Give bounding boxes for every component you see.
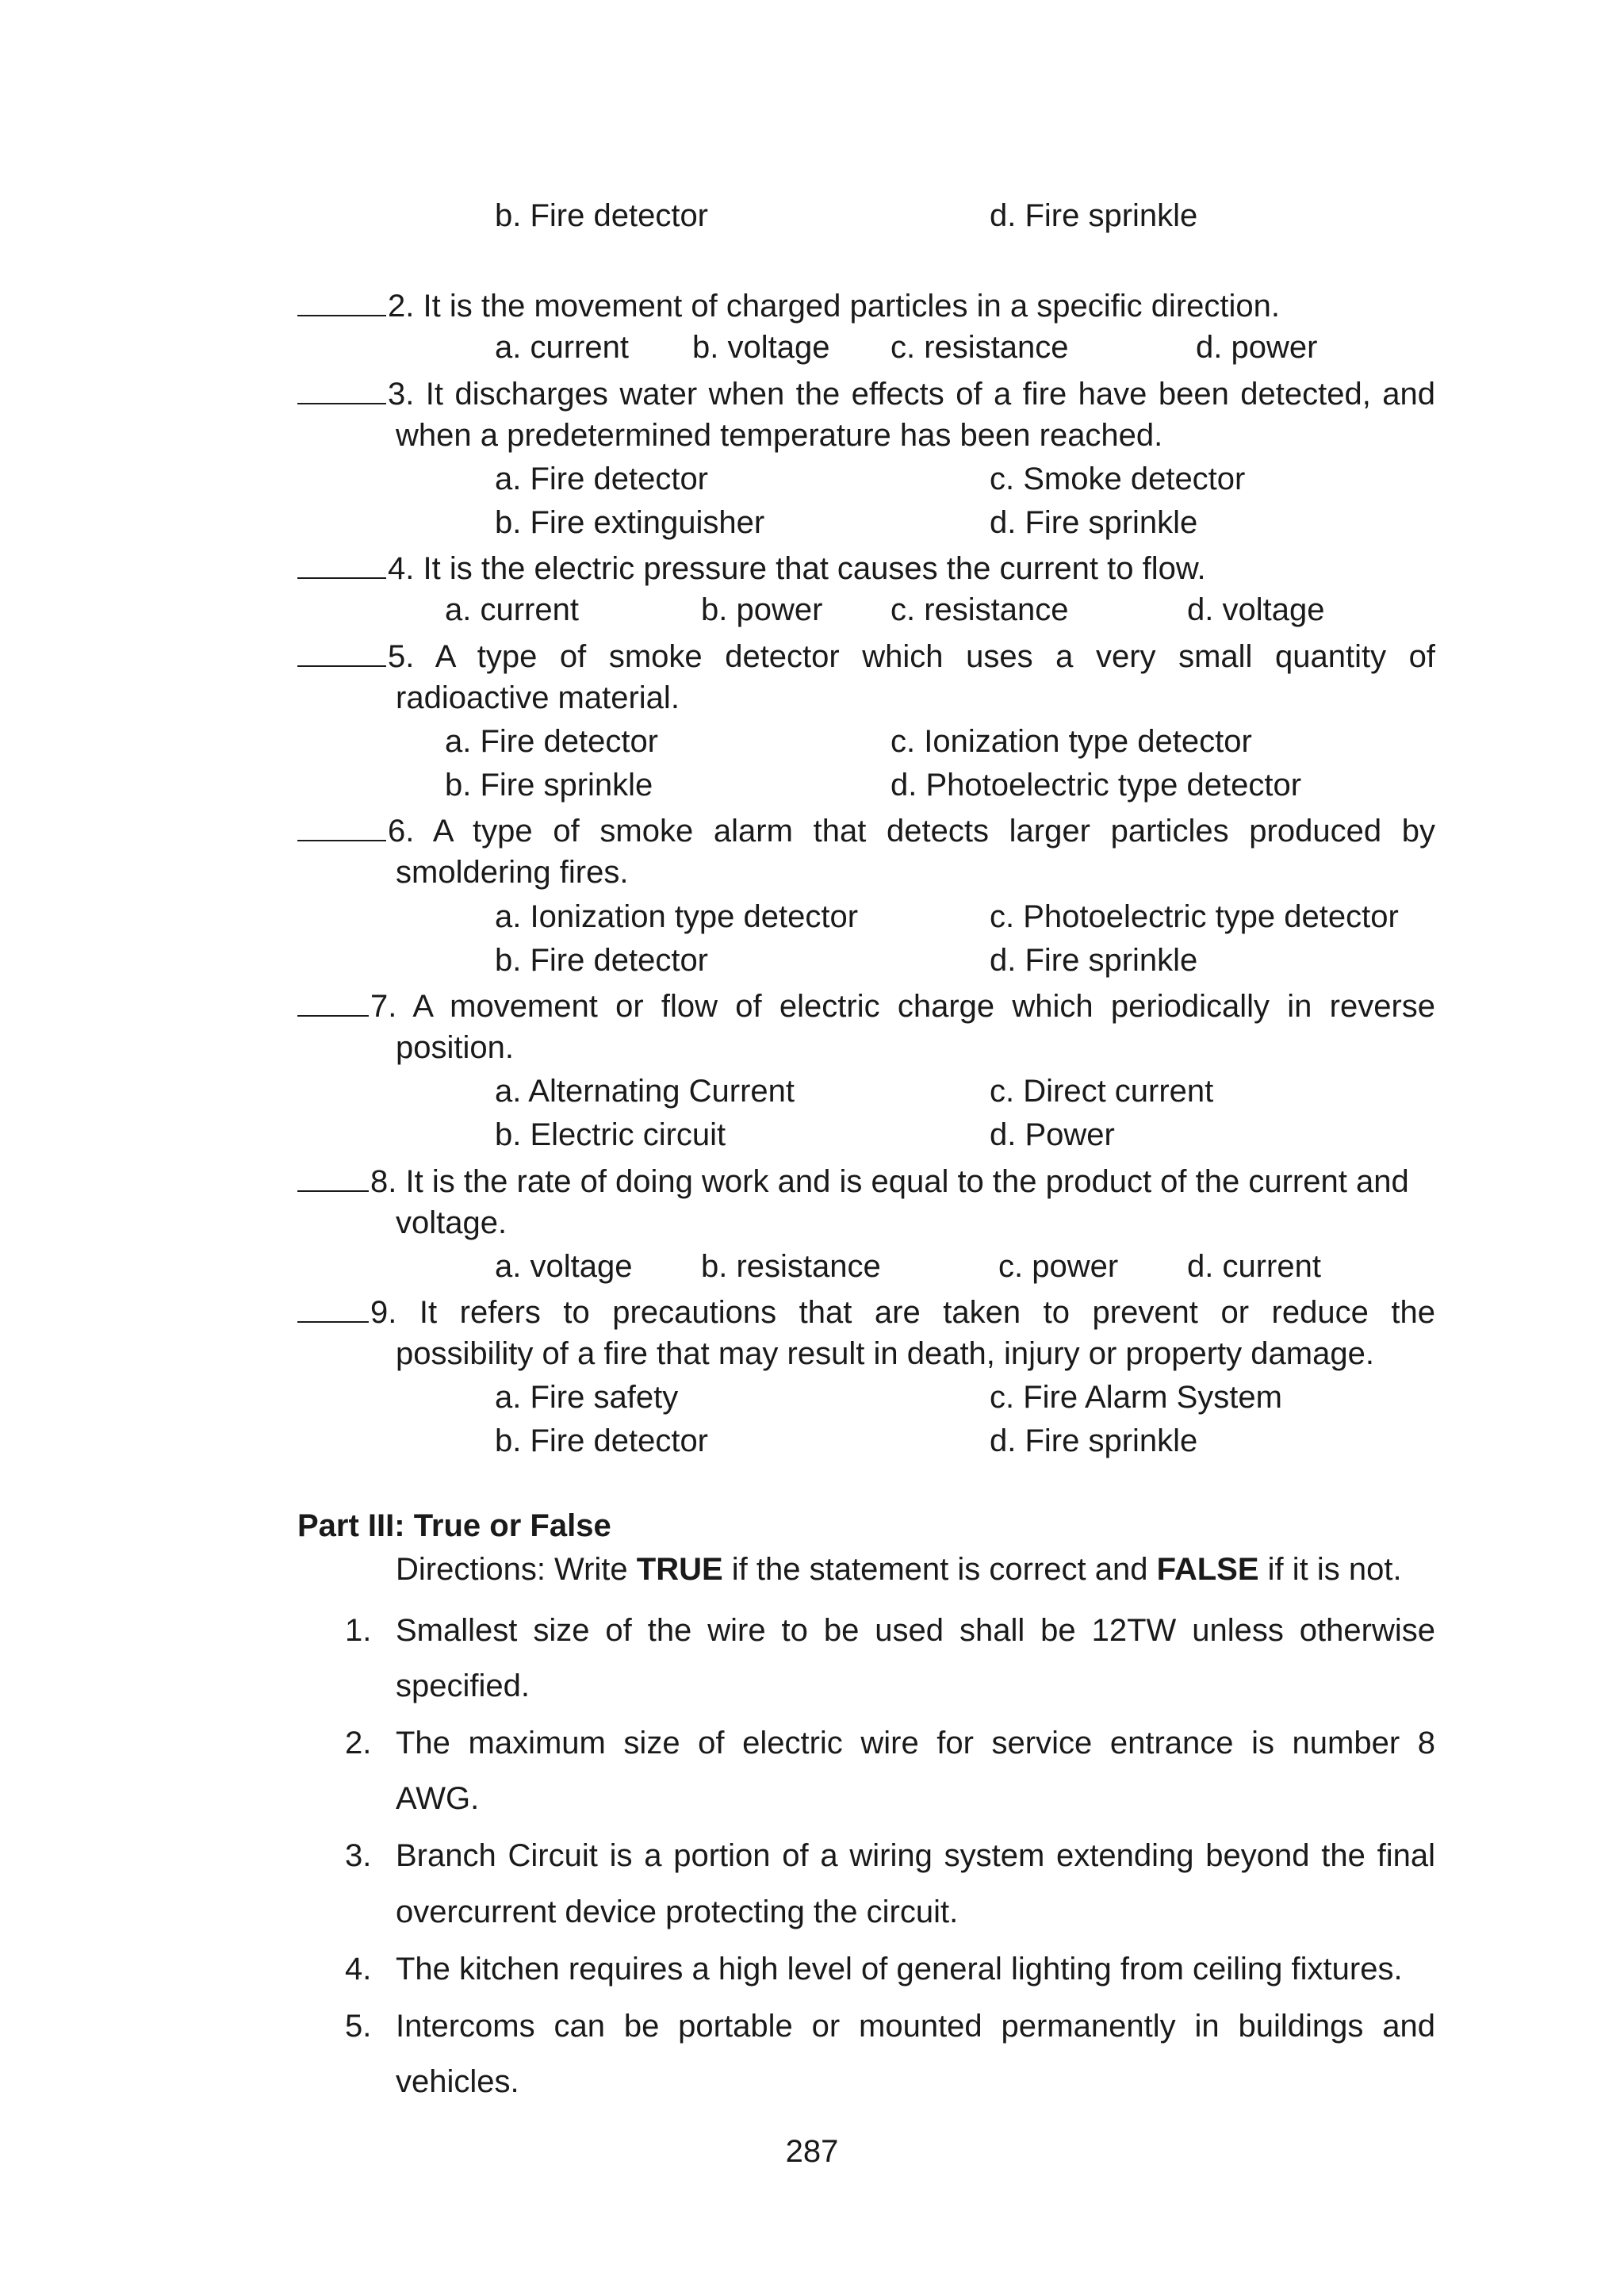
q6-option-a: a. Ionization type detector: [495, 899, 859, 934]
answer-blank[interactable]: [297, 288, 386, 316]
q2-option-b: b. voltage: [692, 330, 830, 365]
question-9-line2: possibility of a fire that may result in death, injury or property damage.: [396, 1336, 1374, 1371]
q3-option-b: b. Fire extinguisher: [495, 505, 765, 540]
q7-option-b: b. Electric circuit: [495, 1117, 726, 1152]
q7-option-a: a. Alternating Current: [495, 1074, 795, 1109]
q1-option-d: d. Fire sprinkle: [990, 198, 1198, 233]
directions: Directions: Write TRUE if the statement is correct and FALSE if it is not.: [396, 1552, 1402, 1587]
tf-item-5-line2: vehicles.: [396, 2064, 519, 2099]
question-5-line2: radioactive material.: [396, 680, 680, 715]
q4-option-a: a. current: [445, 592, 579, 627]
question-4: 4. It is the electric pressure that causes the current to flow.: [297, 550, 1435, 584]
answer-blank[interactable]: [297, 550, 386, 579]
tf-item-3-number: 3.: [345, 1838, 372, 1873]
answer-blank[interactable]: [297, 988, 369, 1017]
answer-blank[interactable]: [297, 1163, 369, 1192]
question-8-line2: voltage.: [396, 1205, 508, 1240]
tf-item-2-line2: AWG.: [396, 1781, 480, 1816]
q4-option-c: c. resistance: [891, 592, 1069, 627]
tf-item-4-number: 4.: [345, 1952, 372, 1987]
tf-item-2-number: 2.: [345, 1726, 372, 1761]
q5-option-a: a. Fire detector: [445, 724, 659, 759]
answer-blank[interactable]: [297, 376, 386, 404]
q2-option-c: c. resistance: [891, 330, 1069, 365]
q8-option-b: b. resistance: [701, 1249, 881, 1284]
q3-option-a: a. Fire detector: [495, 462, 709, 496]
question-7: 7. A movement or flow of electric charge which periodically in reverse: [297, 988, 1435, 1022]
q4-option-d: d. voltage: [1187, 592, 1325, 627]
tf-item-1-line2: specified.: [396, 1669, 530, 1703]
q5-option-c: c. Ionization type detector: [891, 724, 1252, 759]
question-8: 8. It is the rate of doing work and is equal to the product of the current and: [297, 1163, 1435, 1197]
q6-option-c: c. Photoelectric type detector: [990, 899, 1399, 934]
q8-option-c: c. power: [998, 1249, 1119, 1284]
q7-option-d: d. Power: [990, 1117, 1115, 1152]
q5-option-d: d. Photoelectric type detector: [891, 768, 1302, 803]
q8-option-a: a. voltage: [495, 1249, 633, 1284]
q2-option-a: a. current: [495, 330, 629, 365]
question-5: 5. A type of smoke detector which uses a very small quantity of: [297, 638, 1435, 672]
question-3: 3. It discharges water when the effects of a fire have been detected, and: [297, 376, 1435, 410]
q4-option-b: b. power: [701, 592, 823, 627]
question-9: 9. It refers to precautions that are taken to prevent or reduce the: [297, 1294, 1435, 1328]
q6-option-d: d. Fire sprinkle: [990, 943, 1198, 978]
answer-blank[interactable]: [297, 1294, 369, 1323]
tf-item-3-line1: Branch Circuit is a portion of a wiring system extending beyond the final: [396, 1838, 1435, 1873]
answer-blank[interactable]: [297, 813, 386, 841]
tf-item-5-line1: Intercoms can be portable or mounted permanently in buildings and: [396, 2009, 1435, 2044]
q3-option-d: d. Fire sprinkle: [990, 505, 1198, 540]
tf-item-5-number: 5.: [345, 2009, 372, 2044]
part-heading: Part III: True or False: [297, 1508, 611, 1543]
tf-item-4-line1: The kitchen requires a high level of general lighting from ceiling fixtures.: [396, 1952, 1403, 1987]
question-2: 2. It is the movement of charged particles in a specific direction.: [297, 288, 1435, 322]
tf-item-2-line1: The maximum size of electric wire for service entrance is number 8: [396, 1726, 1435, 1761]
tf-item-3-line2: overcurrent device protecting the circuit.: [396, 1895, 959, 1929]
q5-option-b: b. Fire sprinkle: [445, 768, 653, 803]
tf-item-1-number: 1.: [345, 1613, 372, 1648]
question-3-line2: when a predetermined temperature has been reached.: [396, 418, 1163, 453]
q9-option-c: c. Fire Alarm System: [990, 1380, 1282, 1415]
q9-option-b: b. Fire detector: [495, 1423, 709, 1458]
q8-option-d: d. current: [1187, 1249, 1321, 1284]
q6-option-b: b. Fire detector: [495, 943, 709, 978]
q2-option-d: d. power: [1196, 330, 1318, 365]
q3-option-c: c. Smoke detector: [990, 462, 1246, 496]
page-number: 287: [785, 2134, 839, 2169]
question-7-line2: position.: [396, 1030, 514, 1065]
tf-item-1-line1: Smallest size of the wire to be used shall be 12TW unless otherwise: [396, 1613, 1435, 1648]
question-6-line2: smoldering fires.: [396, 855, 629, 890]
q7-option-c: c. Direct current: [990, 1074, 1214, 1109]
question-6: 6. A type of smoke alarm that detects larger particles produced by: [297, 813, 1435, 847]
q1-option-b: b. Fire detector: [495, 198, 709, 233]
answer-blank[interactable]: [297, 638, 386, 667]
q9-option-a: a. Fire safety: [495, 1380, 679, 1415]
q9-option-d: d. Fire sprinkle: [990, 1423, 1198, 1458]
